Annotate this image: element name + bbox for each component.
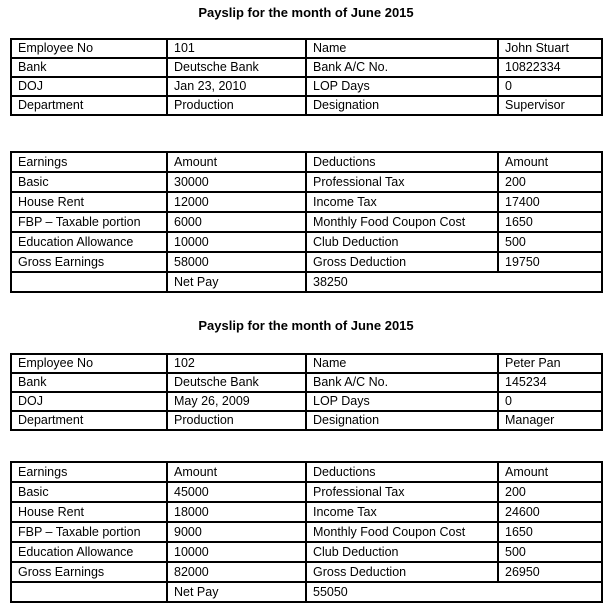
deduction-amount-cell: 500 — [498, 232, 602, 252]
gross-deduction-label-cell: Gross Deduction — [306, 252, 498, 272]
table-row — [11, 392, 602, 411]
deduction-name-cell: Income Tax — [306, 192, 498, 212]
gross-deduction-amount-cell: 26950 — [498, 562, 602, 582]
column-header: Earnings — [11, 462, 167, 482]
deduction-name-cell: Income Tax — [306, 502, 498, 522]
table-row — [11, 39, 602, 58]
info-value-cell: 102 — [167, 354, 306, 373]
info-label-cell: Bank A/C No. — [306, 58, 498, 77]
net-pay-label-cell: Net Pay — [167, 582, 306, 602]
net-pay-row — [11, 582, 602, 602]
earning-name-cell: FBP – Taxable portion — [11, 212, 167, 232]
column-header: Deductions — [306, 462, 498, 482]
info-label-cell: DOJ — [11, 392, 167, 411]
earning-name-cell: Education Allowance — [11, 542, 167, 562]
info-label-cell: LOP Days — [306, 77, 498, 96]
info-value-cell: 0 — [498, 77, 602, 96]
deduction-amount-cell: 24600 — [498, 502, 602, 522]
earning-name-cell: House Rent — [11, 502, 167, 522]
earning-amount-cell: 10000 — [167, 542, 306, 562]
info-label-cell: Department — [11, 411, 167, 430]
earning-amount-cell: 6000 — [167, 212, 306, 232]
gross-earnings-label-cell: Gross Earnings — [11, 562, 167, 582]
earning-amount-cell: 30000 — [167, 172, 306, 192]
table-row — [11, 96, 602, 115]
info-value-cell: Production — [167, 411, 306, 430]
deduction-amount-cell: 200 — [498, 482, 602, 502]
header-row — [11, 152, 602, 172]
info-label-cell: Name — [306, 39, 498, 58]
payslip-2 — [0, 318, 612, 603]
deduction-name-cell: Professional Tax — [306, 482, 498, 502]
net-pay-amount-cell: 38250 — [306, 272, 602, 292]
info-value-cell: Deutsche Bank — [167, 373, 306, 392]
deduction-amount-cell: 1650 — [498, 212, 602, 232]
deduction-amount-cell: 500 — [498, 542, 602, 562]
earning-amount-cell: 9000 — [167, 522, 306, 542]
info-value-cell: Jan 23, 2010 — [167, 77, 306, 96]
gross-row — [11, 562, 602, 582]
deduction-amount-cell: 17400 — [498, 192, 602, 212]
info-label-cell: Employee No — [11, 354, 167, 373]
info-label-cell: Bank A/C No. — [306, 373, 498, 392]
earnings-deductions-table — [10, 151, 603, 293]
info-label-cell: Name — [306, 354, 498, 373]
info-value-cell: Production — [167, 96, 306, 115]
earning-amount-cell: 12000 — [167, 192, 306, 212]
table-row — [11, 58, 602, 77]
info-value-cell: 101 — [167, 39, 306, 58]
earning-name-cell: House Rent — [11, 192, 167, 212]
info-value-cell: May 26, 2009 — [167, 392, 306, 411]
earning-name-cell: Basic — [11, 482, 167, 502]
info-label-cell: Designation — [306, 96, 498, 115]
info-value-cell: 0 — [498, 392, 602, 411]
earning-name-cell: Education Allowance — [11, 232, 167, 252]
earnings-deductions-table — [10, 461, 603, 603]
info-label-cell: Employee No — [11, 39, 167, 58]
info-value-cell: John Stuart — [498, 39, 602, 58]
table-row — [11, 192, 602, 212]
employee-info-table — [10, 38, 603, 116]
deduction-amount-cell: 200 — [498, 172, 602, 192]
column-header: Amount — [498, 152, 602, 172]
column-header: Amount — [498, 462, 602, 482]
earning-amount-cell: 45000 — [167, 482, 306, 502]
deduction-name-cell: Monthly Food Coupon Cost — [306, 212, 498, 232]
table-row — [11, 411, 602, 430]
info-value-cell: 145234 — [498, 373, 602, 392]
table-row — [11, 373, 602, 392]
table-row — [11, 232, 602, 252]
table-row — [11, 172, 602, 192]
earning-name-cell: FBP – Taxable portion — [11, 522, 167, 542]
info-value-cell: Deutsche Bank — [167, 58, 306, 77]
net-pay-row — [11, 272, 602, 292]
info-value-cell: Manager — [498, 411, 602, 430]
net-pay-label-cell: Net Pay — [167, 272, 306, 292]
empty-cell — [11, 582, 167, 602]
column-header: Earnings — [11, 152, 167, 172]
empty-cell — [11, 272, 167, 292]
info-label-cell: Bank — [11, 373, 167, 392]
payslip-1 — [0, 0, 612, 293]
gross-deduction-amount-cell: 19750 — [498, 252, 602, 272]
info-label-cell: DOJ — [11, 77, 167, 96]
deduction-name-cell: Monthly Food Coupon Cost — [306, 522, 498, 542]
header-row — [11, 462, 602, 482]
info-value-cell: Supervisor — [498, 96, 602, 115]
gross-deduction-label-cell: Gross Deduction — [306, 562, 498, 582]
column-header: Amount — [167, 462, 306, 482]
gross-earnings-label-cell: Gross Earnings — [11, 252, 167, 272]
earning-amount-cell: 10000 — [167, 232, 306, 252]
table-row — [11, 212, 602, 232]
info-label-cell: Department — [11, 96, 167, 115]
earning-name-cell: Basic — [11, 172, 167, 192]
column-header: Deductions — [306, 152, 498, 172]
deduction-name-cell: Professional Tax — [306, 172, 498, 192]
gross-row — [11, 252, 602, 272]
table-row — [11, 502, 602, 522]
net-pay-amount-cell: 55050 — [306, 582, 602, 602]
deduction-name-cell: Club Deduction — [306, 542, 498, 562]
table-row — [11, 482, 602, 502]
table-row — [11, 542, 602, 562]
info-label-cell: LOP Days — [306, 392, 498, 411]
gross-earnings-amount-cell: 82000 — [167, 562, 306, 582]
earning-amount-cell: 18000 — [167, 502, 306, 522]
table-row — [11, 77, 602, 96]
gross-earnings-amount-cell: 58000 — [167, 252, 306, 272]
column-header: Amount — [167, 152, 306, 172]
deduction-name-cell: Club Deduction — [306, 232, 498, 252]
deduction-amount-cell: 1650 — [498, 522, 602, 542]
payslip-title: Payslip for the month of June 2015 — [198, 318, 414, 333]
info-value-cell: 10822334 — [498, 58, 602, 77]
employee-info-table — [10, 353, 603, 431]
payslip-title: Payslip for the month of June 2015 — [198, 5, 414, 20]
info-value-cell: Peter Pan — [498, 354, 602, 373]
info-label-cell: Bank — [11, 58, 167, 77]
info-label-cell: Designation — [306, 411, 498, 430]
table-row — [11, 522, 602, 542]
table-row — [11, 354, 602, 373]
